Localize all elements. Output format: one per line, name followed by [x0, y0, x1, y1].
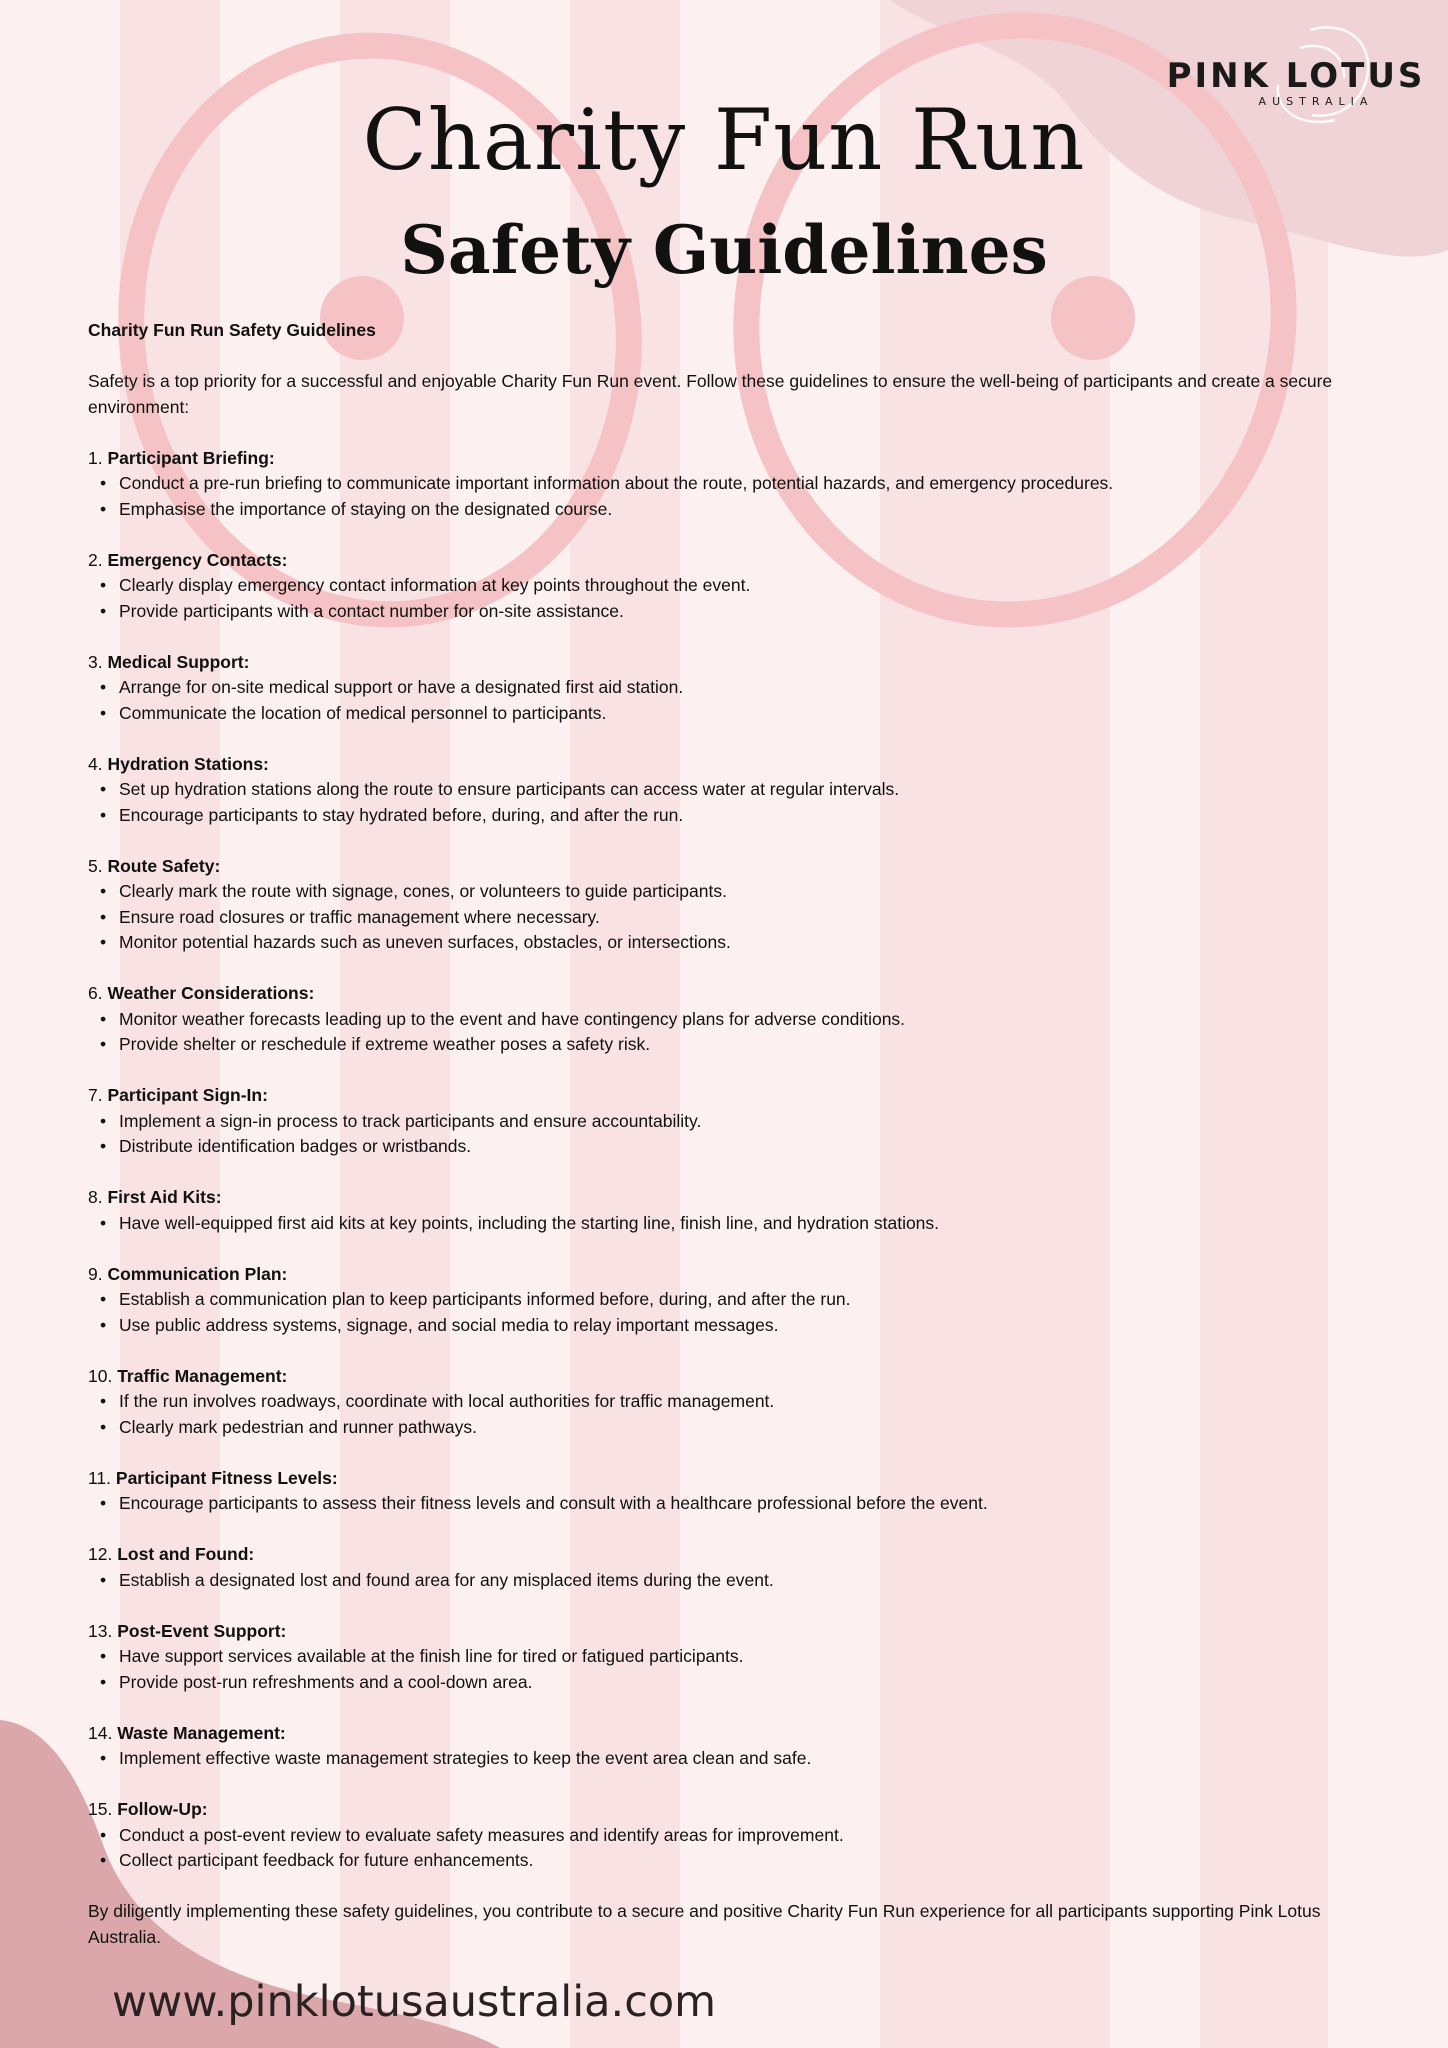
guideline-section: [88, 650, 1368, 727]
section-title: [88, 981, 1368, 1007]
website-url: www.pinklotusaustralia.com: [112, 1977, 717, 2027]
bullet-list: [88, 1287, 1368, 1338]
bullet-list: [88, 1211, 1368, 1237]
brand-tagline: AUSTRALIA: [1258, 95, 1374, 108]
bullet-item: • Have well-equipped first aid kits at key points, including the starting line, finish line, and hydration stations.: [88, 1211, 1368, 1237]
page-title: Charity Fun Run: [362, 91, 1086, 189]
guideline-section: [88, 1364, 1368, 1441]
guideline-section: [88, 854, 1368, 956]
bullet-list: [88, 1568, 1368, 1594]
section-label: Follow-Up:: [117, 1799, 208, 1819]
bullet-item: • If the run involves roadways, coordinate with local authorities for traffic management.: [88, 1389, 1368, 1415]
section-number: 15.: [88, 1799, 113, 1819]
bullet-item: • Establish a communication plan to keep participants informed before, during, and after the run.: [88, 1287, 1368, 1313]
bullet-item: • Encourage participants to stay hydrated before, during, and after the run.: [88, 803, 1368, 829]
bullet-item: • Monitor potential hazards such as uneven surfaces, obstacles, or intersections.: [88, 930, 1368, 956]
section-label: Hydration Stations:: [107, 753, 269, 774]
bullet-item: • Clearly mark the route with signage, cones, or volunteers to guide participants.: [88, 879, 1368, 905]
guideline-section: [88, 1542, 1368, 1593]
bullet-list: [88, 675, 1368, 726]
bullet-item: • Collect participant feedback for future enhancements.: [88, 1848, 1368, 1874]
bullet-item: • Establish a designated lost and found area for any misplaced items during the event.: [88, 1568, 1368, 1594]
guideline-section: [88, 752, 1368, 829]
section-number: 5.: [88, 855, 103, 876]
bullet-list: [88, 471, 1368, 522]
guideline-section: [88, 981, 1368, 1058]
bullet-item: • Set up hydration stations along the route to ensure participants can access water at regular intervals.: [88, 777, 1368, 803]
bullet-list: [88, 1389, 1368, 1440]
guideline-section: [88, 1083, 1368, 1160]
bullet-item: • Provide shelter or reschedule if extreme weather poses a safety risk.: [88, 1032, 1368, 1058]
document-body: [88, 318, 1368, 1950]
section-number: 12.: [88, 1544, 113, 1564]
bullet-item: • Distribute identification badges or wristbands.: [88, 1134, 1368, 1160]
section-title: [88, 1185, 1368, 1211]
section-number: 6.: [88, 983, 103, 1003]
section-title: [88, 1364, 1368, 1390]
bullet-item: • Clearly mark pedestrian and runner pathways.: [88, 1415, 1368, 1441]
bullet-list: [88, 879, 1368, 956]
section-number: 9.: [88, 1263, 103, 1284]
guideline-section: [88, 446, 1368, 523]
bullet-list: [88, 1746, 1368, 1772]
guideline-section: [88, 1721, 1368, 1772]
bullet-list: [88, 1491, 1368, 1517]
bullet-item: • Implement a sign-in process to track participants and ensure accountability.: [88, 1109, 1368, 1135]
brand-name: PINK LOTUS: [1166, 56, 1426, 96]
bullet-item: • Have support services available at the finish line for tired or fatigued participants.: [88, 1644, 1368, 1670]
section-label: Traffic Management:: [117, 1365, 288, 1386]
section-title: [88, 1083, 1368, 1109]
section-label: Participant Sign-In:: [107, 1085, 268, 1105]
bullet-item: • Emphasise the importance of staying on the designated course.: [88, 497, 1368, 523]
section-label: First Aid Kits:: [107, 1187, 222, 1207]
section-number: 7.: [88, 1085, 103, 1105]
section-number: 14.: [88, 1722, 113, 1743]
bullet-item: • Provide participants with a contact number for on-site assistance.: [88, 599, 1368, 625]
guideline-section: [88, 1262, 1368, 1339]
section-number: 8.: [88, 1187, 103, 1207]
bullet-list: [88, 1823, 1368, 1874]
section-title: [88, 1797, 1368, 1823]
guideline-sections: [88, 446, 1368, 1874]
section-number: 4.: [88, 753, 103, 774]
bullet-item: • Use public address systems, signage, and social media to relay important messages.: [88, 1313, 1368, 1339]
section-number: 2.: [88, 549, 103, 570]
section-title: [88, 446, 1368, 472]
closing-paragraph: By diligently implementing these safety guidelines, you contribute to a secure and positive Charity Fun Run experience for all participants supporting Pink Lotus Australia.: [88, 1901, 1321, 1947]
bullet-list: [88, 1007, 1368, 1058]
section-label: Emergency Contacts:: [107, 549, 288, 570]
section-title: [88, 1721, 1368, 1747]
section-label: Lost and Found:: [117, 1544, 255, 1564]
bullet-item: • Ensure road closures or traffic management where necessary.: [88, 905, 1368, 931]
section-label: Route Safety:: [107, 855, 221, 876]
guideline-section: [88, 1185, 1368, 1236]
guideline-section: [88, 1466, 1368, 1517]
section-label: Participant Briefing:: [107, 447, 275, 468]
bullet-item: • Clearly display emergency contact information at key points throughout the event.: [88, 573, 1368, 599]
section-number: 1.: [88, 447, 103, 468]
bullet-item: • Conduct a pre-run briefing to communicate important information about the route, potential hazards, and emergency procedures.: [88, 471, 1368, 497]
section-label: Participant Fitness Levels:: [115, 1467, 338, 1488]
section-label: Communication Plan:: [107, 1263, 288, 1284]
section-number: 13.: [88, 1620, 113, 1641]
guideline-section: [88, 1619, 1368, 1696]
guideline-section: [88, 548, 1368, 625]
bullet-list: [88, 1109, 1368, 1160]
section-number: 11.: [88, 1467, 112, 1488]
bullet-item: • Implement effective waste management strategies to keep the event area clean and safe.: [88, 1746, 1368, 1772]
bullet-item: • Provide post-run refreshments and a cool-down area.: [88, 1670, 1368, 1696]
section-title: [88, 1619, 1368, 1645]
bullet-list: [88, 1644, 1368, 1695]
section-title: [88, 650, 1368, 676]
section-number: 3.: [88, 651, 103, 672]
bullet-list: [88, 777, 1368, 828]
intro-paragraph: Safety is a top priority for a successful and enjoyable Charity Fun Run event. Follow these guidelines to ensure the well-being of participants and create a secure environment:: [88, 371, 1333, 417]
doc-heading: Charity Fun Run Safety Guidelines: [88, 320, 376, 340]
guideline-section: [88, 1797, 1368, 1874]
section-title: [88, 752, 1368, 778]
section-label: Medical Support:: [107, 651, 250, 672]
bullet-item: • Monitor weather forecasts leading up to the event and have contingency plans for adverse conditions.: [88, 1007, 1368, 1033]
bullet-item: • Conduct a post-event review to evaluate safety measures and identify areas for improvement.: [88, 1823, 1368, 1849]
page-subtitle: Safety Guidelines: [400, 211, 1048, 289]
section-number: 10.: [88, 1365, 113, 1386]
bullet-item: • Encourage participants to assess their fitness levels and consult with a healthcare professional before the event.: [88, 1491, 1368, 1517]
section-label: Waste Management:: [117, 1722, 286, 1743]
section-label: Weather Considerations:: [107, 983, 315, 1003]
bullet-list: [88, 573, 1368, 624]
section-title: [88, 1542, 1368, 1568]
section-title: [88, 1262, 1368, 1288]
section-title: [88, 1466, 1368, 1492]
bullet-item: • Communicate the location of medical personnel to participants.: [88, 701, 1368, 727]
bullet-item: • Arrange for on-site medical support or have a designated first aid station.: [88, 675, 1368, 701]
section-title: [88, 548, 1368, 574]
section-label: Post-Event Support:: [117, 1620, 287, 1641]
section-title: [88, 854, 1368, 880]
